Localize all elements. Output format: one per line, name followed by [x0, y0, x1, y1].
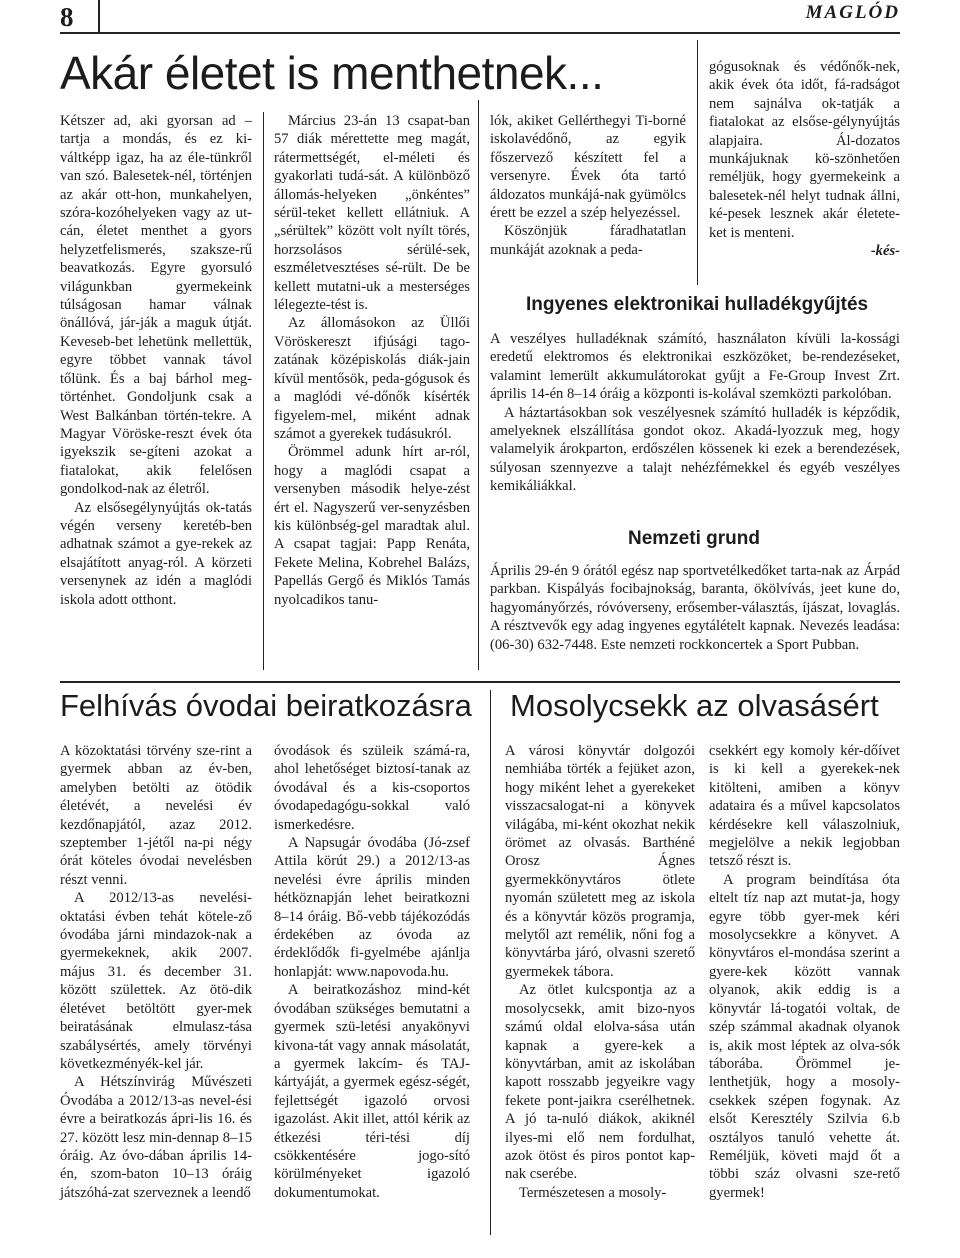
article-first-aid-col2	[274, 112, 470, 609]
paragraph: A Napsugár óvodába (Jó-zsef Attila körút 29.) a 2012/13-as nevelési évre április minden hétköznapján lehet beiratkozni 8–14 óráig. Bő-vebb tájékozódás érdekében az óvoda az érdeklődők fi-gyelmébe ajánlja honlapját: www.napovoda.hu.	[274, 835, 470, 980]
paragraph: A program beindítása óta eltelt tíz nap azt mutat-ja, hogy egyre több gyer-mek kéri mosolycsekkre a könyvet. A könyvtáros el-mondása szerint a gyere-kek között vannak olyanok, akik eddig is a könyvtár lá-togatói voltak, de szép számmal akadnak olyanok is, akik most léptek az olva-sók táborába. Örömmel je-lenthetjük, hogy a mosoly-csekkek szépen fogynak. Az elsőt Keresztély Szilvia 6.b osztályos tanuló vehette át. Reméljük, követi majd őt a többi száz olvasni sze-rető gyermek!	[709, 871, 900, 1201]
article-kindergarten-col2	[274, 742, 470, 1202]
page-number: 8	[60, 2, 74, 32]
article-title-smile-check: Mosolycsekk az olvasásért	[510, 688, 879, 723]
paragraph: Az állomásokon az Üllői Vöröskereszt ifjúsági tago-zatának középiskolás diák-jain kívül mentősök, peda-gógusok és a maglódi vé-dőnők kísérték figyelem-mel, miként adnak számot a gyerekek tudásukról.	[274, 315, 470, 442]
paragraph: Március 23-án 13 csapat-ban 57 diák mérettette meg magát, rátermettségét, el-méleti és gyakorlati tudá-sát. A különböző állomás-helyeken „önkéntes” sérül-teket kellett ellátniuk. A „sérültek” között volt nyílt törés, horzsolásos sérülé-sek, eszméletvesztéses sé-rült. De be kellett mutatni-uk a mesterséges lélegezte-tést is.	[274, 113, 470, 314]
paragraph: Kétszer ad, aki gyorsan ad – tartja a mondás, és ez ki-váltképp igaz, ha az éle-tünkről van szó. Balesetek-nél, történjen az akár ott-hon, munkahelyen, szóra-kozóhelyeken vagy az ut-cán, életet menthet a gyors helyzetfelismerés, szaksze-rű beavatkozás. Egyre gyorsuló világunkban gyermekeink túlságosan hamar válnak önállóvá, jár-ják a maguk útját. Keveseb-bet lehetünk mellettük, egyre többet vannak távol tőlünk. És a baj bárhol meg-történhet. Gondoljunk csak a West Balkánban történ-tekre. A Magyar Vöröske-reszt évek óta igyekszik se-gíteni azokat a fiatalokat, akik felelősen gondolkod-nak az életről.	[60, 113, 252, 498]
column-divider	[490, 690, 491, 1235]
article-first-aid-col4	[709, 58, 900, 260]
paragraph: csekkért egy komoly kér-dőívet is ki kell a gyerekek-nek kitölteni, amiben a könyv adataira és a művel kapcsolatos kérdésekre kell válaszolniuk, megjelölve a nekik legjobban tetsző részt is.	[709, 743, 900, 870]
author-signature: -kés-	[870, 243, 900, 260]
header-rule	[60, 32, 900, 34]
article-title-kindergarten: Felhívás óvodai beiratkozásra	[60, 688, 472, 723]
section-rule	[60, 681, 900, 683]
section-name: MAGLÓD	[805, 2, 900, 23]
paragraph: A beiratkozáshoz mind-két óvodában szükséges bemutatni a gyermek szü-letési anyakönyvi kivona-tát vagy annak másolatát, a gyermek lakcím- és TAJ-kártyáját, a gyermek egész-ségét, fejlettségét igazoló orvosi igazolást. Akit illet, attól kérik az étkezési téri-tési díj csökkentésére jogo-sító körülményeket igazoló dokumentumokat.	[274, 982, 470, 1201]
article-first-aid-col3	[490, 112, 686, 259]
paragraph: A közoktatási törvény sze-rint a gyermek abban az év-ben, amelyben betölti az ötödik életévét, a nevelési év kezdőnapjától, azaz 2012. szeptember 1-jétől na-pi négy órát köteles óvodai nevelésben részt venni.	[60, 743, 252, 888]
paragraph: lók, akiket Gellérthegyi Ti-borné iskolavédőnő, az egyik főszervező készített fel a versenyre. Évek óta tartó áldozatos munkájá-nak gyümölcs érett be ezzel a szép helyezéssel.	[490, 113, 686, 222]
article-smile-check-col1	[505, 742, 695, 1202]
paragraph: gógusoknak és védőnők-nek, akik évek óta időt, fá-radságot nem sajnálva ok-tatják a fiatalokat az elsőse-gélynyújtás alapjaira. Ál-dozatos munkájuknak kö-szönhetően reméljük, hogy gyermekeink a balesetek-nél helyt tudnak állni, ké-pesek lesznek akár életete-ket is menteni.	[709, 59, 900, 241]
paragraph: Örömmel adunk hírt ar-ról, hogy a maglódi csapat a versenyben második helye-zést ért el. Nagyszerű ver-senyzésben kis különbség-gel maradtak alul. A csapat tagjai: Papp Renáta, Fekete Melina, Kobrehel Balázs, Papellás Gergő és Miklós Tamás nyolcadikos tanu-	[274, 444, 470, 608]
article-grund-body	[490, 562, 900, 654]
paragraph: A háztartásokban sok veszélyesnek számító hulladék is képződik, amelyeknek elszállítása gondot okoz. Akadá-lyozzuk meg, hogy valamelyik árokparton, erdőszélen kössenek ki ezek a berendezések, súlyosan szennyezve a talajt nehézfémekkel és egyéb veszélyes kemikáliákkal.	[490, 404, 900, 495]
paragraph: A 2012/13-as nevelési-oktatási évben tehát kötele-ző óvodába járni mindazok-nak a gyermekeknek, akik 2007. május 31. és december 31. között születtek. Az ötö-dik életévet betöltött gyer-mek beiratásának elmulasz-tása szabálysértés, amely törvényi következményék-kel jár.	[60, 890, 252, 1072]
paragraph: Természetesen a mosoly-	[519, 1184, 667, 1201]
paragraph: Április 29-én 9 órától egész nap sportvetélkedőket tarta-nak az Árpád parkban. Kispályás focibajnokság, baranta, ökölvívás, jeet kune do, hagyományőrzés, róvóverseny, erősember-választás, íjászat, lovaglás. A résztvevők egy adag ingyenes egytálételt kapnak. Nevezés leadása: (06-30) 632-7448. Este nemzeti rockkoncertek a Sport Pubban.	[490, 563, 900, 653]
paragraph: A Hétszínvirág Művészeti Óvodába a 2012/13-as nevel-ési évre a beiratkozás ápri-lis 16. és 27. között lesz min-dennap 8–15 óráig. Az óvo-dában április 14-én, szom-baton 10–13 óráig játszóhá-zat szerveznek a leendő	[60, 1074, 252, 1201]
article-title-grund: Nemzeti grund	[628, 528, 760, 549]
article-ewaste-body	[490, 330, 900, 496]
article-kindergarten-col1	[60, 742, 252, 1202]
paragraph: A veszélyes hulladéknak számító, használaton kívüli la-kossági eredetű elektromos és elektronikai eszközöket, be-rendezéseket, valamint lemerült akkumulátorokat gyűjt a Fe-Group Invest Zrt. április 14-én 8–14 óráig a központi is-kolával szemközti parkolóban.	[490, 331, 900, 403]
paragraph: Az elsősegélynyújtás ok-tatás végén verseny keretéb-ben adhatnak számot a gye-rekek az elsajátított anyag-ról. A körzeti versenynek az idén a maglódi iskola adott otthont.	[60, 499, 252, 608]
paragraph: óvodások és szüleik számá-ra, ahol lehetőséget biztosí-tanak az óvodával és a kis-csoportos óvodapedagógu-sokkal való ismerkedésre.	[274, 743, 470, 833]
column-divider	[478, 100, 479, 670]
article-smile-check-col2	[709, 742, 900, 1202]
column-divider	[697, 40, 698, 285]
article-title-ewaste: Ingyenes elektronikai hulladékgyűjtés	[526, 294, 869, 315]
article-first-aid-col1	[60, 112, 252, 609]
column-divider	[263, 112, 264, 670]
article-title-first-aid: Akár életet is menthetnek...	[60, 47, 604, 99]
paragraph: Köszönjük fáradhatatlan munkáját azoknak a peda-	[490, 223, 686, 258]
paragraph: Az ötlet kulcspontja az a mosolycsekk, amit bizo-nyos számú oldal elolva-sása után kapnak a gyere-kek a könyvtárban, amit az iskolában kapott rosszabb jegyeikre vagy fekete pont-jaikra cserélhetnek. A jó ta-nuló diákok, akiknél ilyes-mi elő nem fordulhat, azok ötöst és piros pontot kap-nak cserébe.	[505, 982, 695, 1183]
paragraph: A városi könyvtár dolgozói nemhiába törték a fejüket azon, hogy miként lehet a gyerekeket visszacsalogat-ni a könyvek világába, mi-ként okozhat nekik örömet az olvasás. Barthéné Orosz Ágnes gyermekkönyvtáros ötlete nyomán született meg az iskola és a könyvtár közös programja, melytől azt remélik, nőni fog a könyvtárba járó, olvasni szerető gyermekek tábora.	[505, 743, 695, 980]
